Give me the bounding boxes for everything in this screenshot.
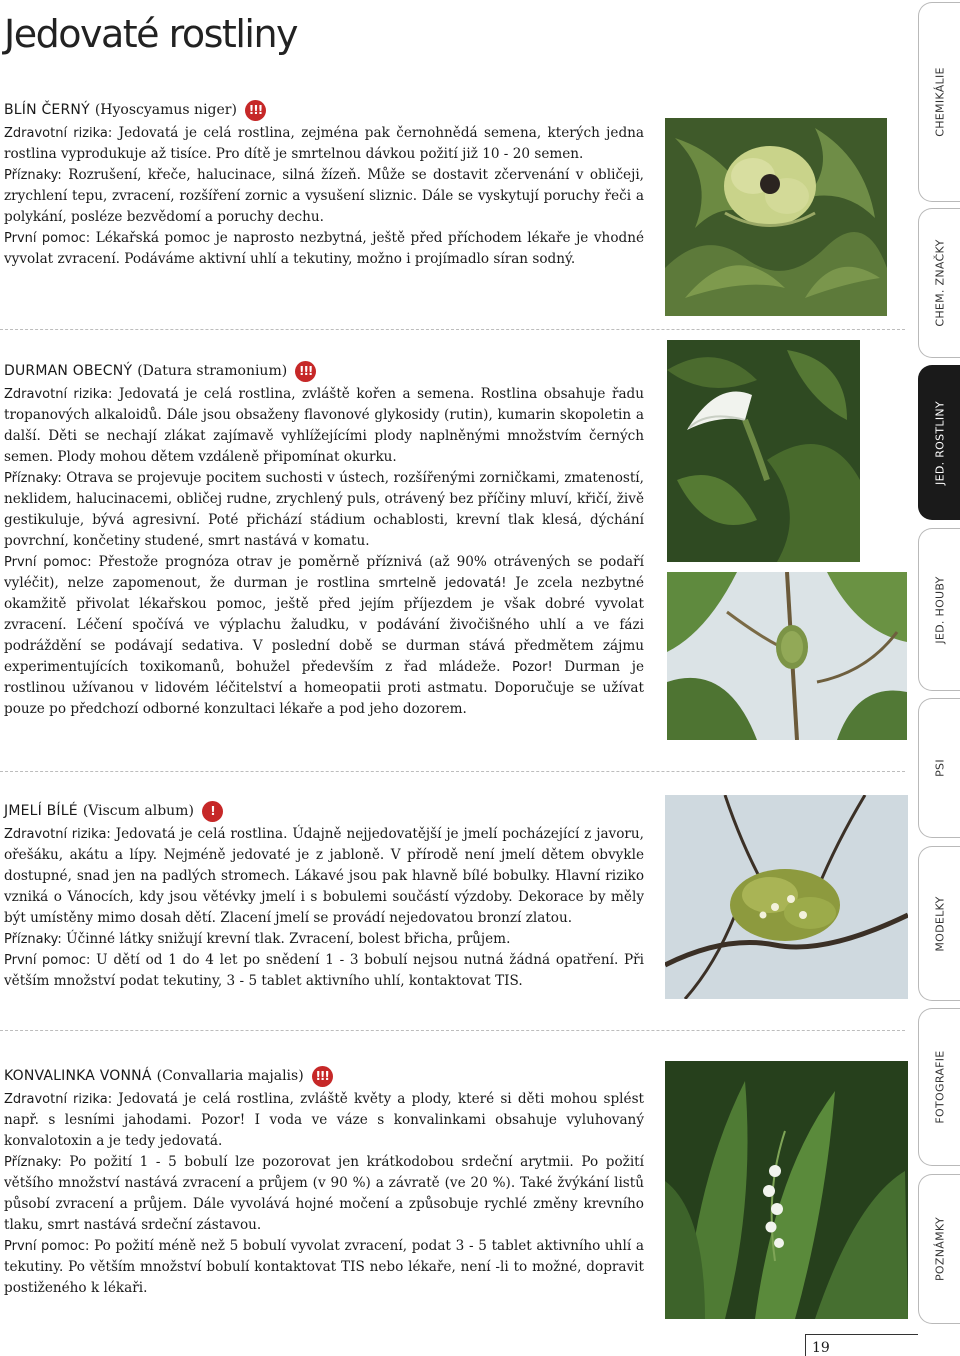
risk-text: Jedovatá je celá rostlina, zvláště květy a plody, které si děti mohou splést např. s lesními jahodami. Pozor! I voda ve váze s konvalinkami obsahuje vyluhovaný konvalotoxin a je tedy jedovatá. xyxy=(4,1091,645,1149)
tab-label: CHEM. ZNAČKY xyxy=(933,239,946,327)
page-number-rule xyxy=(805,1334,918,1335)
latin-name: (Viscum album) xyxy=(82,803,194,819)
symptoms-label: Příznaky: xyxy=(4,932,62,947)
section-tab-bar xyxy=(918,0,960,1356)
section-heading xyxy=(4,361,644,382)
tab-psi[interactable] xyxy=(918,698,960,838)
symptoms-paragraph xyxy=(4,165,644,228)
symptoms-text: Po požití 1 - 5 bobulí lze pozorovat jen krátkodobou srdeční arytmii. Po požití většího množství nastává zvracení a průjem (v 90 %) a závratě (ve 20 %). Také žvýkání listů působí zvracení a průjem. Dále vyvolává hojné močení a způsobuje rychlé změny krevního tlaku, smrt nastává srdeční zástavou. xyxy=(4,1154,644,1233)
page-number: 19 xyxy=(812,1340,830,1356)
caution-note: Pozor! xyxy=(512,660,553,675)
latin-name: (Datura stramonium) xyxy=(137,363,288,379)
tab-modelky[interactable] xyxy=(918,846,960,1001)
first-aid-paragraph xyxy=(4,1236,644,1299)
latin-name: (Hyoscyamus niger) xyxy=(94,102,237,118)
section-heading xyxy=(4,1066,644,1087)
plant-name: JMELÍ BÍLÉ xyxy=(4,803,78,819)
page-title: Jedovaté rostliny xyxy=(4,12,298,56)
risk-label: Zdravotní rizika: xyxy=(4,387,113,402)
warning-badge: !!! xyxy=(312,1066,333,1087)
first-aid-paragraph xyxy=(4,228,644,270)
first-aid-label: První pomoc: xyxy=(4,1239,90,1254)
warning-badge: !!! xyxy=(295,361,316,382)
thorn-apple-flower-photo xyxy=(667,340,860,562)
symptoms-label: Příznaky: xyxy=(4,168,62,183)
risk-text: Jedovatá je celá rostlina, zejména pak černohnědá semena, kterých jedna rostlina vyprodukuje až tisíce. Pro dítě je smrtelnou dávkou požití již 10 - 20 semen. xyxy=(4,125,645,162)
section-thorn-apple xyxy=(4,361,644,720)
tab-jed-houby[interactable] xyxy=(918,528,960,691)
lily-of-the-valley-photo xyxy=(665,1061,908,1319)
plant-name: DURMAN OBECNÝ xyxy=(4,363,133,379)
health-risk-paragraph xyxy=(4,1089,644,1152)
tab-label: POZNÁMKY xyxy=(933,1216,946,1282)
symptoms-label: Příznaky: xyxy=(4,1155,62,1170)
risk-text: Jedovatá je celá rostlina, zvláště kořen a semena. Rostlina obsahuje řadu tropanových alkaloidů. Dále jsou obsaženy flavonové glykosidy (rutin), kumarin skopoletin a další. Děti se nechají zlákat zajímavě vyhlížejícími plody naplněnými množstvím černých semen. Plody mohou dětem vzdáleně připomínat okurku. xyxy=(4,386,645,465)
risk-label: Zdravotní rizika: xyxy=(4,827,111,842)
section-lily-of-the-valley xyxy=(4,1066,644,1299)
first-aid-label: První pomoc: xyxy=(4,953,91,968)
section-henbane xyxy=(4,100,644,270)
tab-label: MODELKY xyxy=(933,895,946,952)
risk-text: Jedovatá je celá rostlina. Údajně nejjedovatější je jmelí pocházející z javoru, ořešáku, akátu a lípy. Nejméně jedovaté je z jabloně. V přírodě není jmelí dětem obvykle dostupné, snad jen na padlých stromech. Lákavé jsou pak hlavně bílé bobulky. Hlavní riziko vzniká o Vánocích, kdy jsou větévky jmelí i s bobulemi součástí výzdoby. Dekorace by měly být umístěny mimo dosah dětí. Zlacení jmelí se provádí nejedovatou bronzí zlatou. xyxy=(4,826,644,926)
first-aid-text: Přestože prognóza otrav je poměrně příznivá (až 90% otrávených se podaří vyléčit), nelze zapomenout, že durman je rostlina xyxy=(4,554,645,591)
tab-fotografie[interactable] xyxy=(918,1008,960,1166)
symptoms-text: Účinné látky snižují krevní tlak. Zvracení, bolest břicha, průjem. xyxy=(66,931,511,947)
henbane-photo xyxy=(665,118,887,316)
mistletoe-photo xyxy=(665,795,908,999)
section-heading xyxy=(4,801,644,822)
health-risk-paragraph xyxy=(4,824,644,929)
tab-label: FOTOGRAFIE xyxy=(933,1050,946,1124)
section-divider xyxy=(0,771,905,772)
risk-label: Zdravotní rizika: xyxy=(4,126,113,141)
first-aid-paragraph xyxy=(4,950,644,992)
tab-poznamky[interactable] xyxy=(918,1174,960,1324)
risk-label: Zdravotní rizika: xyxy=(4,1092,113,1107)
symptoms-paragraph xyxy=(4,1152,644,1236)
tab-label: JED. ROSTLINY xyxy=(933,400,946,485)
first-aid-label: První pomoc: xyxy=(4,231,91,246)
first-aid-label: První pomoc: xyxy=(4,555,92,570)
health-risk-paragraph xyxy=(4,123,644,165)
section-heading xyxy=(4,100,644,121)
health-risk-paragraph xyxy=(4,384,644,468)
page-number-rule xyxy=(805,1334,806,1356)
thorn-apple-fruit-photo xyxy=(667,572,907,740)
symptoms-paragraph xyxy=(4,468,644,552)
section-mistletoe xyxy=(4,801,644,992)
symptoms-text: Rozrušení, křeče, halucinace, silná žízeň. Může se dostavit zčervenání v obličeji, zrychlení tepu, zvracení, rozšíření zornic a vysušení sliznic. Dále se vyskytují poruchy řeči a polykání, posléze bezvědomí a poruchy dechu. xyxy=(4,167,644,225)
warning-badge: ! xyxy=(202,801,223,822)
warning-badge: !!! xyxy=(245,100,266,121)
tab-label: CHEMIKÁLIE xyxy=(933,67,946,137)
first-aid-text: Lékařská pomoc je naprosto nezbytná, ještě před příchodem lékaře je vhodné vyvolat zvracení. Podáváme aktivní uhlí a tekutiny, možno i projímadlo síran sodný. xyxy=(4,230,645,267)
first-aid-paragraph xyxy=(4,552,644,720)
tab-jed-rostliny[interactable] xyxy=(918,365,960,520)
deadly-warning: smrtelně jedovatá! xyxy=(378,576,507,591)
latin-name: (Convallaria majalis) xyxy=(156,1068,304,1084)
tab-label: PSI xyxy=(933,759,946,777)
symptoms-text: Otrava se projevuje pocitem suchosti v ústech, rozšířenými zorničkami, zmateností, neklidem, halucinacemi, obličej rudne, zrychlený puls, otrávený bez příčiny mluví, křičí, živě gestikuluje, bývá agresivní. Poté přichází stádium ochablosti, krevní tlak klesá, dýchání povrchní, končetiny studené, smrt nastává v komatu. xyxy=(4,470,644,549)
section-divider xyxy=(0,329,905,330)
symptoms-paragraph xyxy=(4,929,644,950)
tab-chem-znacky[interactable] xyxy=(918,208,960,358)
first-aid-text: Po požití méně než 5 bobulí vyvolat zvracení, podat 3 - 5 tablet aktivního uhlí a tekutiny. Po větším množství bobulí kontaktovat TIS nebo lékaře, není -li to možné, dopravit postiženého k lékaři. xyxy=(4,1238,645,1296)
plant-name: KONVALINKA VONNÁ xyxy=(4,1068,152,1084)
first-aid-text: Durman je rostlinou užívanou v lidovém léčitelství a homeopatii proti astmatu. Doporučuje se užívat pouze po předchozí odborné konzultaci lékaře a pod jeho dozorem. xyxy=(4,659,645,717)
section-divider xyxy=(0,1030,905,1031)
tab-label: JED. HOUBY xyxy=(933,575,946,644)
symptoms-label: Příznaky: xyxy=(4,471,62,486)
tab-chemikalie[interactable] xyxy=(918,2,960,202)
first-aid-text: U dětí od 1 do 4 let po snědení 1 - 3 bobulí nejsou nutná žádná opatření. Při větším množství podat tekutiny, 3 - 5 tablet aktivního uhlí, kontaktovat TIS. xyxy=(4,952,644,989)
plant-name: BLÍN ČERNÝ xyxy=(4,102,90,118)
first-aid-text: Je zcela nezbytné okamžitě přivolat lékařskou pomoc, ještě před jejím příjezdem je však dobré vyvolat zvracení. Léčení spočívá ve výplachu žaludku, v podávání živočišného uhlí a ve fázi podráždění se podávají sedativa. V poslední době se durman stává předmětem zájmu experimentujících toxikomanů, bohužel především z řad mládeže. xyxy=(4,575,645,675)
